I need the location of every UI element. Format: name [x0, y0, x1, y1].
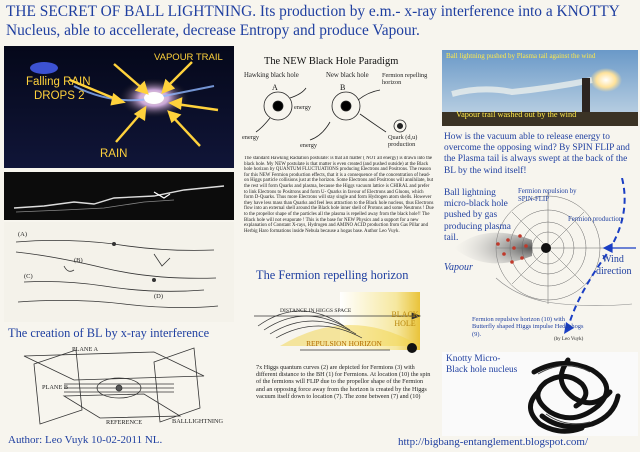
- vapour-trail-label: VAPOUR TRAIL: [154, 52, 223, 63]
- energy-label-3: energy: [300, 142, 318, 149]
- energy-label-2: energy: [242, 134, 260, 141]
- planes-diagram: [4, 344, 234, 430]
- fermion-text: 7x Higgs quantum curves (2) are depicted for Fermions (3) with different distance to the BH (1) for Fermions. At location (10) the spin of the fermions will FLIP due to the propellor shape of the Fermion and an opposing force away from the horizon is created by the Higgs vacuum itself down to location (7). The zone between (7) and (10): [256, 364, 431, 400]
- author-credit: Author: Leo Vuyk 10-02-2011 NL.: [8, 434, 163, 446]
- fermion-production-label: Fermion production: [568, 216, 623, 223]
- svg-text:(D): (D): [154, 293, 164, 300]
- fermion-horizon-diagram: [240, 286, 436, 362]
- rain-label: RAIN: [100, 148, 128, 160]
- blog-url[interactable]: http://bigbang-entanglement.blogspot.com/: [398, 436, 589, 448]
- distance-label: DISTANCE IN HIGGS SPACE: [280, 308, 352, 314]
- plasma-caption: Ball lightning pushed by Plasma tail against the wind: [446, 52, 596, 60]
- page-title: THE SECRET OF BALL LIGHTNING. Its production by e.m.- x-ray interference into a KNOTTY Nucleus, able to accellerate, decrease Entropy and produce Vapour.: [6, 3, 620, 39]
- ball-lightning-label: BALLLIGHTNING: [172, 418, 224, 425]
- micro-bh-text: Ball lightning micro-black hole pushed by gas producing plasma tail.: [444, 188, 511, 243]
- energy-label-1: energy: [294, 104, 312, 111]
- black-hole-text: The standard Hawking Radiation postulate: is that all matter ( NOT all energy) is drawn into the black hole. My NEW postulate is that matter is even created (and pushed outside) at the Black hole horizon by QUANTUM FLUCTUATIONS producing Electrons and Positrons. The reason for this NEW Fermion production effects, that it is a consequence of the concentration of head-on Higgs particle collisions just at the horizon. Some Electrons and Positrons will annihilate, but the rest will form Quarks and plasma, because the Higgs vacuum lattice is CHIRAL and prefer to link Electrons to Positrons and form U- Quarks in favour of Electrons and Gluons, which form D-Quarks. Thus more Electrons will stay single and form Hydrogen atom shells. However they have less mass than Quarks and feel less attraction to the Black hole nucleus, thus Electrons flow into an external shell around the Black hole inner shell of Protons and some Neutrons ! Due to the propellor shape of the particles all the plasma is repelled away from the black hole!! The Black hole will not evaporate ! This is the base for NEW Physics and a support for a new explanation of Constant X-rays, Hydrogen and AMINO ACID production from Gas Pillar and Herbig Haro formations inside Nebula because a hogas base. Author Leo Vuyk.: [244, 156, 434, 234]
- lightning-trace-photo: [4, 172, 234, 220]
- wind-label: Wind: [602, 254, 624, 265]
- plane-b-label: PLANE B: [42, 384, 69, 391]
- svg-text:(C): (C): [24, 273, 33, 280]
- vacuum-question: How is the vacuum able to release energy to overcome the opposing wind? By SPIN FLIP and the Plasma tail is always swept at the back of the BL by the wind itself!: [444, 132, 630, 176]
- creation-heading: The creation of BL by x-ray interference: [8, 326, 210, 340]
- plane-a-label: PLANE A: [72, 346, 99, 353]
- black-hole-label: BLACK HOLE: [391, 310, 419, 328]
- fermion-spin-label: Fermion repulsion by SPIN-FLIP: [518, 188, 577, 203]
- fermion-heading: The Fermion repelling horizon: [256, 268, 409, 282]
- new-black-hole-label: New black hole: [326, 72, 369, 79]
- vapour-label: Vapour: [444, 262, 473, 273]
- repulsion-horizon-label: REPULSION HORIZON: [306, 339, 382, 348]
- knotty-label: Knotty Micro-Black hole nucleus: [446, 354, 518, 376]
- washed-caption: Vapour trail washed out by the wind: [456, 110, 577, 119]
- plasma-photo: [442, 50, 638, 126]
- wind-diagram: [436, 178, 640, 350]
- fermion-horizon-label: Fermion repelling horizon: [382, 72, 428, 87]
- black-hole-heading: The NEW Black Hole Paradigm: [264, 56, 399, 67]
- svg-text:(A): (A): [18, 231, 28, 238]
- knotty-nucleus-image: [442, 352, 638, 436]
- repulsive-horizon-label: Fermion repulsive horizon (10) with Butterfly shaped Higgs impulse Hedgehogs (9).: [472, 316, 584, 338]
- black-hole-diagram: [240, 70, 434, 154]
- svg-text:B: B: [340, 83, 346, 92]
- drops-label: DROPS 2: [34, 90, 85, 102]
- svg-text:A: A: [272, 83, 278, 92]
- falling-rain-label: Falling RAIN: [26, 76, 91, 88]
- reference-label: REFERENCE: [106, 419, 143, 426]
- svg-text:(B): (B): [74, 257, 83, 264]
- hawking-label: Hawking black hole: [244, 72, 299, 79]
- quark-label: Quark (d,u) production: [388, 134, 418, 149]
- direction-label: direction: [596, 266, 632, 277]
- by-author-label: (by Leo Vuyk): [554, 337, 584, 342]
- trajectory-sketch: [4, 222, 234, 322]
- rain-photo: [4, 46, 234, 168]
